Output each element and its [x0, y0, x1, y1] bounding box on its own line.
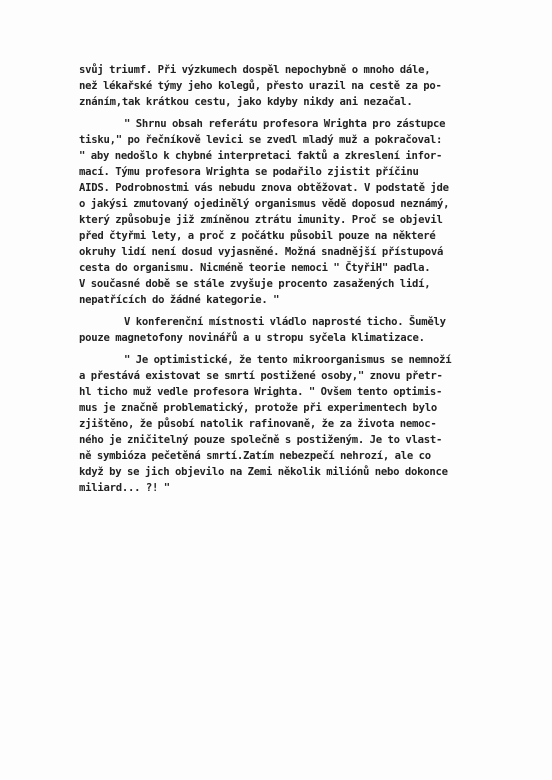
text-line: ného je zničitelný pouze společně s postiženým. Je to vlast- [79, 434, 443, 446]
text-line: pouze magnetofony novinářů a u stropu syčela klimatizace. [79, 332, 425, 344]
typewritten-text [79, 62, 479, 496]
text-line: o jakýsi zmutovaný ojedinělý organismus vědě doposud neznámý, [79, 198, 450, 210]
text-line: mus je značně problematický, protože při experimentech bylo [79, 402, 438, 414]
text-line: V současné době se stále zvyšuje procento zasažených lidí, [79, 278, 431, 290]
text-line: tisku," po řečníkově levici se zvedl mladý muž a pokračoval: [79, 134, 443, 146]
paragraph [79, 314, 479, 346]
text-line: než lékařské týmy jeho kolegů, přesto urazil na cestě za po- [79, 80, 442, 92]
text-line: ně symbióza pečetěná smrtí.Zatím nebezpečí nehrozí, ale co [79, 450, 431, 462]
text-line: svůj triumf. Při výzkumech dospěl nepochybně o mnoho dále, [79, 64, 431, 76]
text-line: AIDS. Podrobnostmi vás nebudu znova obtěžovat. V podstatě jde [79, 182, 449, 194]
text-line: který způsobuje již zmíněnou ztrátu imunity. Proč se objevil [79, 214, 443, 226]
text-line: hl ticho muž vedle profesora Wrighta. " Ovšem tento optimis- [79, 386, 443, 398]
text-line: a přestává existovat se smrtí postižené osoby," znovu přetr- [79, 370, 443, 382]
text-line: když by se jich objevilo na Zemi několik miliónů nebo dokonce [79, 466, 448, 478]
paragraph [79, 352, 479, 496]
text-line: nepatřících do žádné kategorie. " [79, 294, 280, 306]
text-line: okruhy lidí není dosud vyjasněné. Možná snadnější přístupová [79, 246, 444, 258]
text-line: " aby nedošlo k chybné interpretaci faktů a zkreslení infor- [79, 150, 443, 162]
text-line: " Je optimistické, že tento mikroorganismus se nemnoží [79, 354, 452, 366]
text-line: znáním,tak krátkou cestu, jako kdyby nikdy ani nezačal. [79, 96, 413, 108]
text-line: V konferenční místnosti vládlo naprosté ticho. Šuměly [79, 316, 446, 328]
text-line: miliard... ?! " [79, 482, 170, 494]
text-line: zjištěno, že působí natolik rafinovaně, že za života nemoc- [79, 418, 437, 430]
paragraph [79, 116, 479, 308]
text-line: cesta do organismu. Nicméně teorie nemoci " ČtyřiH" padla. [79, 262, 431, 274]
paragraph [79, 62, 479, 110]
text-line: před čtyřmi lety, a proč z počátku působil pouze na některé [79, 230, 436, 242]
text-line: " Shrnu obsah referátu profesora Wrighta pro zástupce [79, 118, 446, 130]
text-line: mací. Týmu profesora Wrighta se podařilo zjistit příčinu [79, 166, 419, 178]
